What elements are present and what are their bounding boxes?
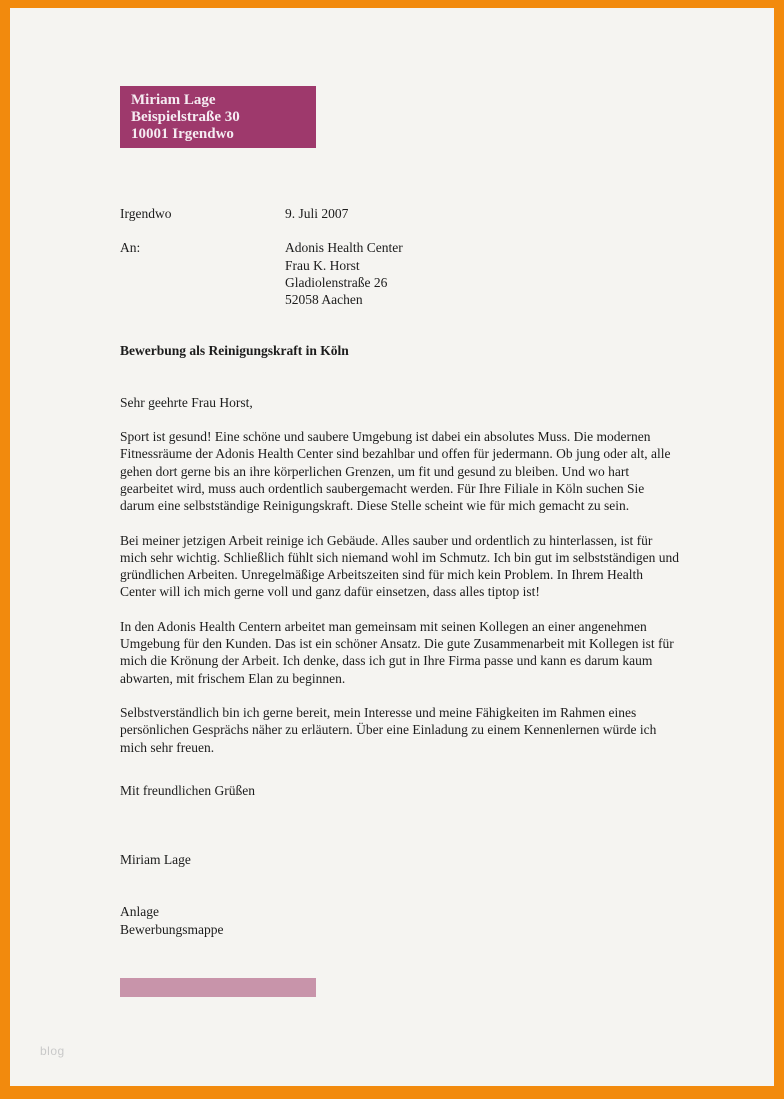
salutation: Sehr geehrte Frau Horst,	[120, 394, 253, 410]
sender-address-box	[120, 86, 316, 148]
enclosure-item: Bewerbungsmappe	[120, 921, 224, 937]
letter-page	[10, 8, 774, 1086]
letter-city: Irgendwo	[120, 206, 172, 221]
blog-watermark: blog	[40, 1044, 65, 1058]
enclosure-block	[120, 903, 680, 938]
recipient-row	[120, 239, 680, 308]
sender-street: Beispielstraße 30	[131, 109, 240, 125]
sender-name: Miriam Lage	[131, 92, 216, 108]
subject-line: Bewerbung als Reinigungskraft in Köln	[120, 343, 349, 359]
to-label: An:	[120, 240, 141, 256]
closing-line: Mit freundlichen Grüßen	[120, 782, 255, 798]
sender-city: 10001 Irgendwo	[131, 126, 234, 142]
letter-content	[10, 8, 774, 997]
body-paragraph-1: Sport ist gesund! Eine schöne und saubere Umgebung ist dabei ein absolutes Muss. Die modernen Fitnessräume der Adonis Health Center sind bezahlbar und offen für jedermann. Ob jung oder alt, alle gehen dort gerne bis an ihre körperlichen Grenzen, um fit und gesund zu bleiben. Und wo hart gearbeitet wird, muss auch ordentlich saubergemacht werden. Für Ihre Filiale in Köln suchen Sie darum eine selbstständige Reinigungskraft. Diese Stelle scheint wie für mich gemacht zu sein.	[120, 429, 671, 514]
footer-accent-bar	[120, 978, 316, 997]
recipient-city: 52058 Aachen	[285, 292, 363, 308]
recipient-address	[285, 239, 403, 308]
enclosure-label: Anlage	[120, 904, 159, 920]
date-row	[120, 205, 680, 222]
letter-date: 9. Juli 2007	[285, 206, 349, 221]
body-paragraph-2: Bei meiner jetzigen Arbeit reinige ich Gebäude. Alles sauber und ordentlich zu hinterlassen, ist für mich sehr wichtig. Schließlich fühlt sich niemand wohl im Schmutz. Ich bin gut im selbstständigen und gründlichen Arbeiten. Unregelmäßige Arbeitszeiten sind für mich kein Problem. In Ihrem Health Center will ich mich gerne voll und ganz dafür einsetzen, dass alles tiptop ist!	[120, 532, 680, 600]
recipient-contact: Frau K. Horst	[285, 257, 360, 273]
body-paragraph-4: Selbstverständlich bin ich gerne bereit, mein Interesse und meine Fähigkeiten im Rahmen eines persönlichen Gesprächs näher zu erläutern. Über eine Einladung zu einem Kennenlernen würde ich mich sehr freuen.	[120, 704, 657, 755]
signature-name: Miriam Lage	[120, 852, 191, 868]
body-paragraph-3: In den Adonis Health Centern arbeitet man gemeinsam mit seinen Kollegen an einer angenehmen Umgebung für den Kunden. Das ist ein schöner Ansatz. Die gute Zusammenarbeit mit Kollegen ist für mich die Krönung der Arbeit. Ich denke, dass ich gut in Ihre Firma passe und kann es darum kaum abwarten, mit frischem Elan zu beginnen.	[120, 618, 674, 686]
recipient-company: Adonis Health Center	[285, 240, 403, 256]
recipient-street: Gladiolenstraße 26	[285, 274, 388, 290]
